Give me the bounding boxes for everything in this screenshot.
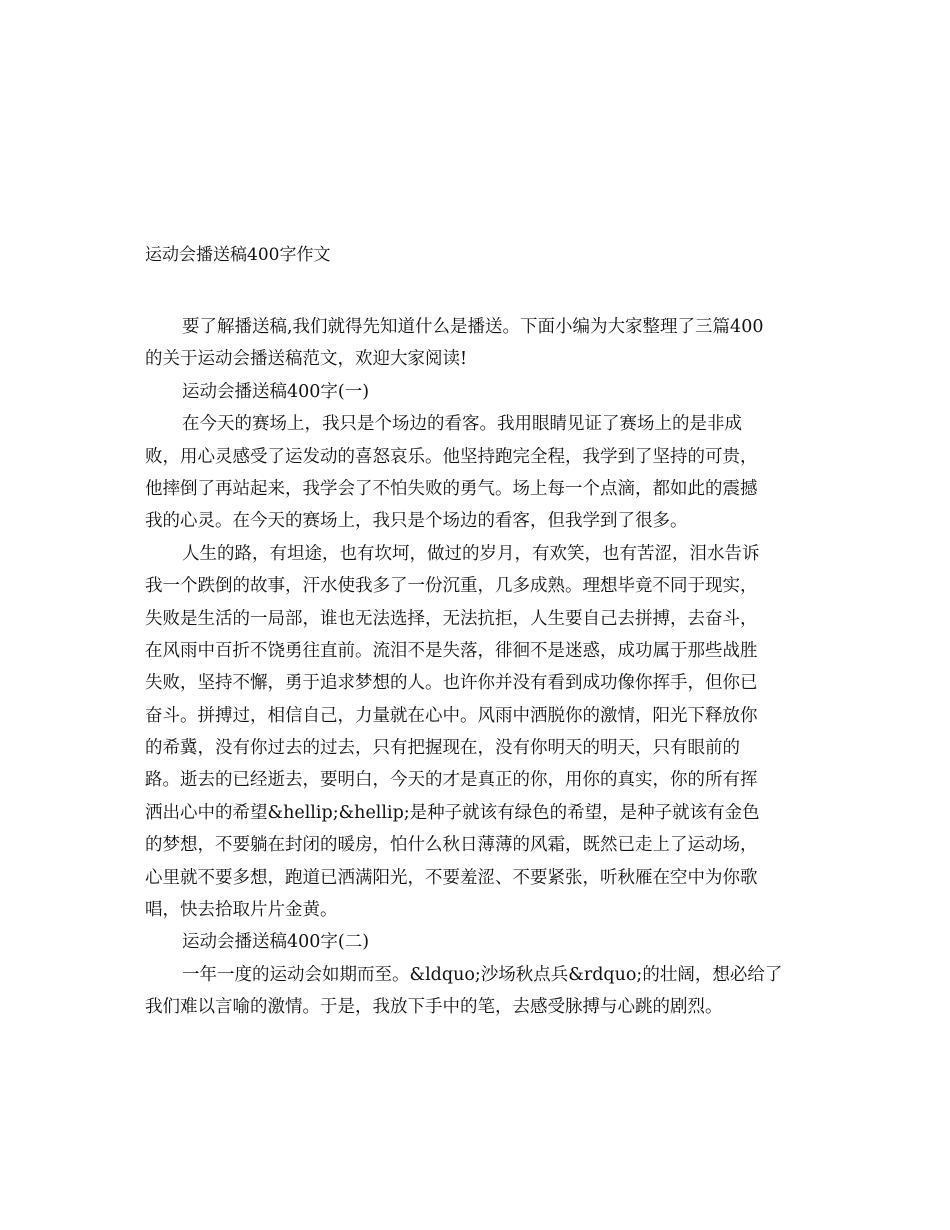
text-line: 的希冀，没有你过去的过去，只有把握现在，没有你明天的明天，只有眼前的	[145, 738, 740, 759]
text-line: 失败，坚持不懈，勇于追求梦想的人。也许你并没有看到成功像你挥手，但你已	[145, 673, 758, 694]
text-line: 心里就不要多想，跑道已洒满阳光，不要羞涩、不要紧张，听秋雁在空中为你歌	[145, 867, 758, 888]
text-line: 的梦想，不要躺在封闭的暖房，怕什么秋日薄薄的风霜，既然已走上了运动场，	[145, 835, 758, 856]
text-line: 运动会播送稿400字(一)	[182, 381, 370, 402]
text-line: 他摔倒了再站起来，我学会了不怕失败的勇气。场上每一个点滴，都如此的震撼	[145, 478, 758, 499]
text-line: 的关于运动会播送稿范文，欢迎大家阅读!	[145, 349, 468, 370]
text-line: 洒出心中的希望&hellip;&hellip;是种子就该有绿色的希望，是种子就该有金色	[145, 802, 760, 823]
text-line: 在今天的赛场上，我只是个场边的看客。我用眼睛见证了赛场上的是非成	[182, 414, 742, 435]
document-body	[145, 311, 805, 1024]
document-title: 运动会播送稿400字作文	[145, 245, 331, 265]
text-line: 在风雨中百折不饶勇往直前。流泪不是失落，徘徊不是迷惑，成功属于那些战胜	[145, 640, 758, 661]
text-line: 失败是生活的一局部，谁也无法选择，无法抗拒，人生要自己去拼搏，去奋斗，	[145, 608, 758, 629]
text-line: 一年一度的运动会如期而至。&ldquo;沙场秋点兵&rdquo;的壮阔，想必给了	[182, 964, 783, 985]
text-line: 路。逝去的已经逝去，要明白，今天的才是真正的你，用你的真实，你的所有挥	[145, 770, 758, 791]
text-line: 人生的路，有坦途，也有坎坷，做过的岁月，有欢笑，也有苦涩，泪水告诉	[182, 543, 760, 564]
text-line: 我的心灵。在今天的赛场上，我只是个场边的看客，但我学到了很多。	[145, 511, 688, 532]
text-line: 我们难以言喻的激情。于是，我放下手中的笔，去感受脉搏与心跳的剧烈。	[145, 997, 723, 1018]
text-line: 奋斗。拼搏过，相信自己，力量就在心中。风雨中洒脱你的激情，阳光下释放你	[145, 705, 758, 726]
text-line: 运动会播送稿400字(二)	[182, 932, 370, 953]
text-line: 唱，快去拾取片片金黄。	[145, 900, 338, 921]
text-line: 败，用心灵感受了运发动的喜怒哀乐。他坚持跑完全程，我学到了坚持的可贵，	[145, 446, 758, 467]
text-line: 要了解播送稿,我们就得先知道什么是播送。下面小编为大家整理了三篇400	[182, 317, 764, 337]
text-line: 我一个跌倒的故事，汗水使我多了一份沉重，几多成熟。理想毕竟不同于现实，	[145, 576, 758, 597]
